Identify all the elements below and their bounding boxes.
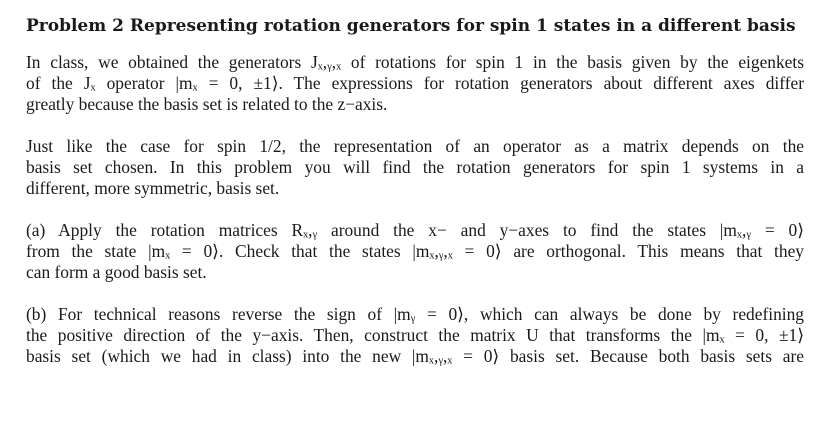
text-line: basis set chosen. In this problem you will find the rotation generators for spin 1 systems in a <box>26 157 804 177</box>
text-line: from the state |mₓ = 0⟩. Check that the states |mₓ,ᵧ,ₓ = 0⟩ are orthogonal. This means that they <box>26 241 804 261</box>
text-line: (a) Apply the rotation matrices Rₓ,ᵧ around the x− and y−axes to find the states |mₓ,ᵧ = 0⟩ <box>26 220 804 240</box>
problem-heading: Problem 2 Representing rotation generators for spin 1 states in a different basis <box>26 16 796 36</box>
text-line: greatly because the basis set is related to the z−axis. <box>26 94 388 114</box>
text-line: can form a good basis set. <box>26 262 207 282</box>
paragraph-basis <box>26 136 804 199</box>
text-line: basis set (which we had in class) into the new |mₓ,ᵧ,ₓ = 0⟩ basis set. Because both basis sets are <box>26 346 804 366</box>
text-line: (b) For technical reasons reverse the sign of |mᵧ = 0⟩, which can always be done by redefining <box>26 304 804 324</box>
text-line: different, more symmetric, basis set. <box>26 178 280 198</box>
paragraph-intro <box>26 52 804 115</box>
text-line: of the Jₓ operator |mₓ = 0, ±1⟩. The expressions for rotation generators about different axes differ <box>26 73 804 93</box>
text-line: Just like the case for spin 1/2, the representation of an operator as a matrix depends on the <box>26 136 804 156</box>
document-page <box>26 14 804 388</box>
paragraph-part-a <box>26 220 804 283</box>
text-line: the positive direction of the y−axis. Then, construct the matrix U that transforms the |mₓ = 0, ±1⟩ <box>26 325 804 345</box>
paragraph-part-b <box>26 304 804 367</box>
text-line: In class, we obtained the generators Jₓ,ᵧ,ₓ of rotations for spin 1 in the basis given by the eigenkets <box>26 52 804 72</box>
